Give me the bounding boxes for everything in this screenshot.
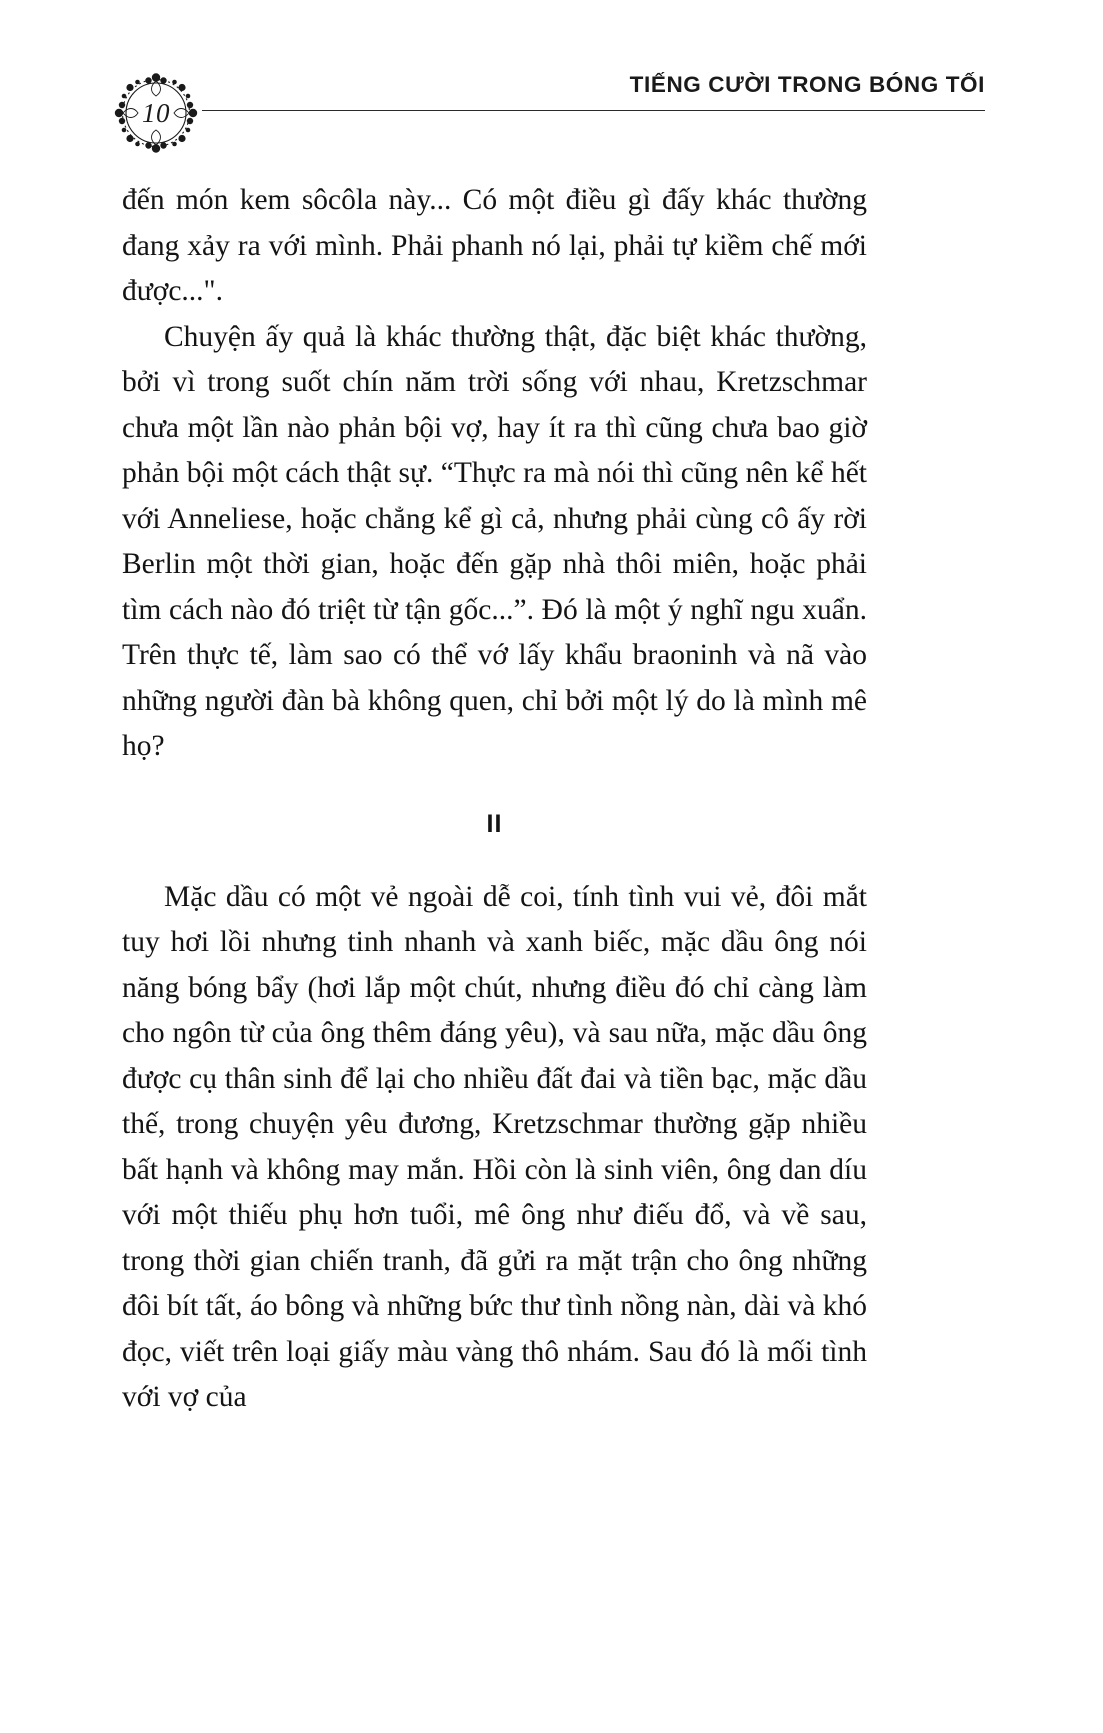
section-number: II xyxy=(486,809,503,838)
page-header xyxy=(110,70,985,150)
paragraph: Mặc dầu có một vẻ ngoài dễ coi, tính tình vui vẻ, đôi mắt tuy hơi lồi nhưng tinh nhanh và xanh biếc, mặc dầu ông nói năng bóng bẩy (hơi lắp một chút, nhưng điều đó chỉ càng làm cho ngôn từ của ông thêm đáng yêu), và sau nữa, mặc dầu ông được cụ thân sinh để lại cho nhiều đất đai và tiền bạc, mặc dầu thế, trong chuyện yêu đương, Kretzschmar thường gặp nhiều bất hạnh và không may mắn. Hồi còn là sinh viên, ông dan díu với một thiếu phụ hơn tuổi, mê ông như điếu đổ, và về sau, trong thời gian chiến tranh, đã gửi ra mặt trận cho ông những đôi bít tất, áo bông và những bức thư tình nồng nàn, dài và khó đọc, viết trên loại giấy màu vàng thô nhám. Sau đó là mối tình với vợ của xyxy=(122,880,867,1413)
page-content xyxy=(122,178,867,1421)
paragraph: Chuyện ấy quả là khác thường thật, đặc biệt khác thường, bởi vì trong suốt chín năm trời sống với nhau, Kretzschmar chưa một lần nào phản bội vợ, hay ít ra thì cũng chưa bao giờ phản bội một cách thật sự. “Thực ra mà nói thì cũng nên kể hết với Anneliese, hoặc chẳng kể gì cả, nhưng phải cùng cô ấy rời Berlin một thời gian, hoặc đến gặp nhà thôi miên, hoặc phải tìm cách nào đó triệt từ tận gốc...”. Đó là một ý nghĩ ngu xuẩn. Trên thực tế, làm sao có thể vớ lấy khẩu braoninh và nã vào những người đàn bà không quen, chỉ bởi một lý do là mình mê họ? xyxy=(122,320,867,762)
paragraph: đến món kem sôcôla này... Có một điều gì đấy khác thường đang xảy ra với mình. Phải phanh nó lại, phải tự kiềm chế mới được...". xyxy=(122,184,867,307)
page-number: 10 xyxy=(142,97,170,128)
header-divider xyxy=(202,110,985,111)
running-title: TIẾNG CƯỜI TRONG BÓNG TỐI xyxy=(629,72,985,97)
